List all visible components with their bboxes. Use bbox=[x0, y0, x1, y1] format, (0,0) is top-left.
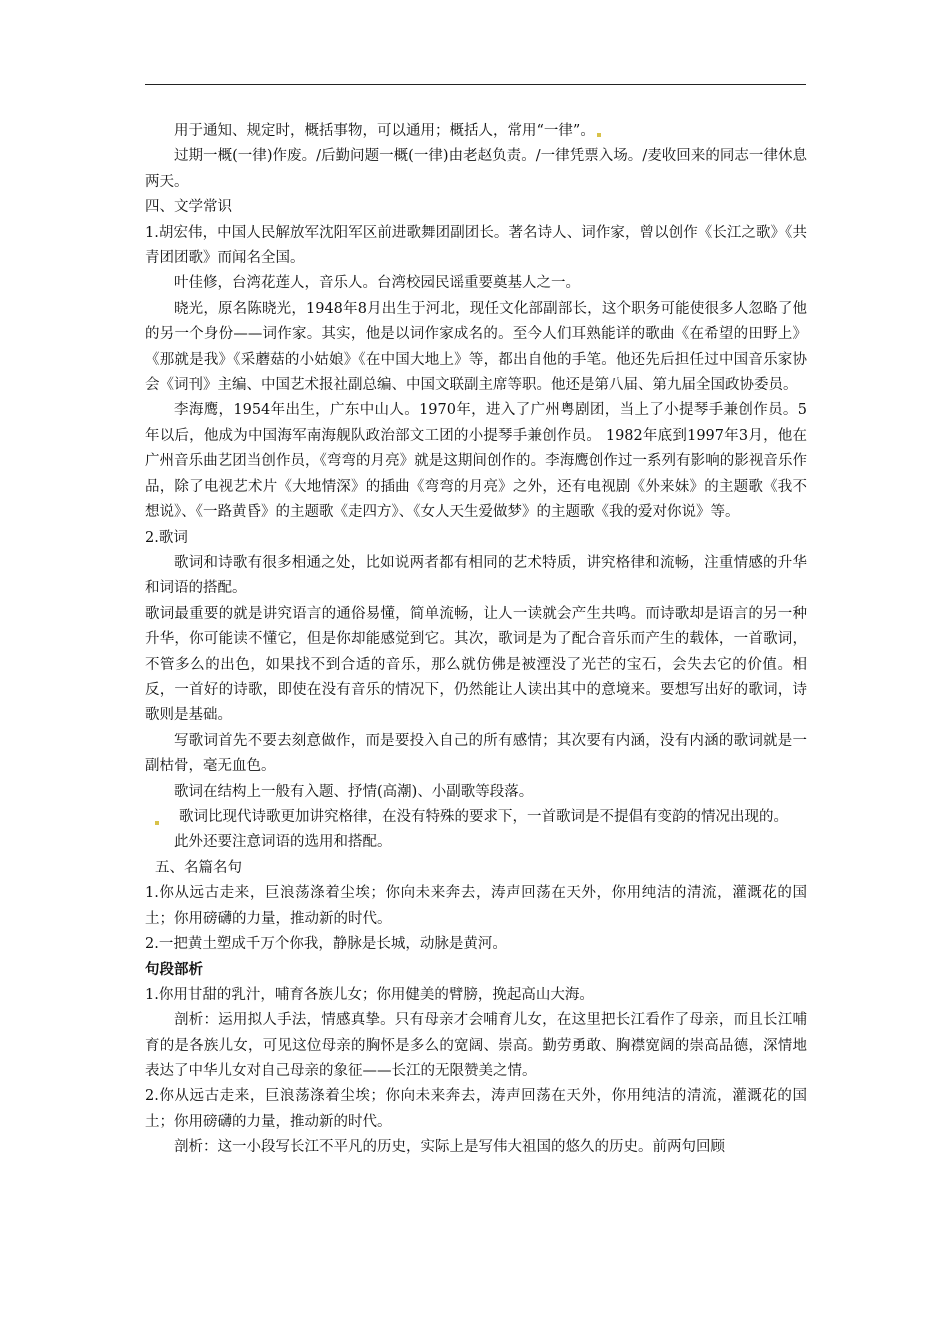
paragraph: 写歌词首先不要去刻意做作，而是要投入自己的所有感情；其次要有内涵，没有内涵的歌词就是一副枯骨，毫无血色。 bbox=[145, 732, 807, 775]
paragraph: 此外还要注意词语的选用和搭配。 bbox=[174, 834, 392, 851]
edit-mark-icon bbox=[597, 133, 601, 137]
paragraph bbox=[145, 805, 807, 830]
paragraph: 李海鹰，1954年出生，广东中山人。1970年，进入了广州粤剧团，当上了小提琴手兼创作员。5年以后，他成为中国海军南海舰队政治部文工团的小提琴手兼创作员。 1982年底到1997年3月，他在广州音乐曲艺团当创作员，《弯弯的月亮》就是这期间创作的。李海鹰创作过一系列有影响的影视音乐作品，除了电视艺术片《大地情深》的插曲《弯弯的月亮》之外，还有电视剧《外来妹》的主题歌《我不想说》、《一路黄昏》的主题歌《走四方》、《女人天生爱做梦》的主题歌《我的爱对你说》等。 bbox=[145, 402, 807, 521]
paragraph: 过期一概(一律)作废。/后勤问题一概(一律)由老赵负责。/一律凭票入场。/麦收回来的同志一律休息两天。 bbox=[145, 148, 807, 190]
paragraph: 歌词在结构上一般有入题、抒情(高潮)、小副歌等段落。 bbox=[174, 783, 534, 800]
document-body bbox=[145, 119, 807, 1161]
paragraph: 歌词最重要的就是讲究语言的通俗易懂，简单流畅，让人一读就会产生共鸣。而诗歌却是语言的另一种升华，你可能读不懂它，但是你却能感觉到它。其次，歌词是为了配合音乐而产生的载体，一首歌词，不管多么的出色，如果找不到合适的音乐，那么就仿佛是被湮没了光芒的宝石，会失去它的价值。相反，一首好的诗歌，即使在没有音乐的情况下，仍然能让人读出其中的意境来。要想写出好的歌词，诗歌则是基础。 bbox=[145, 605, 807, 724]
paragraph bbox=[145, 119, 807, 144]
paragraph: 剖析：这一小段写长江不平凡的历史，实际上是写伟大祖国的悠久的历史。前两句回顾 bbox=[174, 1139, 725, 1156]
edit-mark-icon bbox=[155, 821, 159, 825]
paragraph: 1.你从远古走来，巨浪荡涤着尘埃；你向未来奔去，涛声回荡在天外，你用纯洁的清流，灌溉花的国土；你用磅礴的力量，推动新的时代。 bbox=[145, 885, 807, 927]
subsection-heading: 2.歌词 bbox=[145, 529, 188, 546]
paragraph: 1.胡宏伟，中国人民解放军沈阳军区前进歌舞团副团长。著名诗人、词作家，曾以创作《长江之歌》《共青团团歌》而闻名全国。 bbox=[145, 224, 807, 267]
section-heading: 句段部析 bbox=[145, 961, 203, 979]
section-heading: 四、文学常识 bbox=[145, 199, 232, 216]
paragraph: 剖析：运用拟人手法，情感真挚。只有母亲才会哺育儿女，在这里把长江看作了母亲，而且长江哺育的是各族儿女，可见这位母亲的胸怀是多么的宽阔、崇高。勤劳勇敢、胸襟宽阔的崇高品德，深情地表达了中华儿女对自己母亲的象征——长江的无限赞美之情。 bbox=[145, 1012, 807, 1080]
paragraph-text: 歌词比现代诗歌更加讲究格律，在没有特殊的要求下，一首歌词是不提倡有变韵的情况出现的。 bbox=[179, 808, 788, 825]
paragraph: 叶佳修，台湾花莲人，音乐人。台湾校园民谣重要奠基人之一。 bbox=[174, 275, 580, 292]
paragraph-text: 用于通知、规定时，概括事物，可以通用；概括人，常用“一律”。 bbox=[174, 123, 595, 139]
paragraph: 2.你从远古走来，巨浪荡涤着尘埃；你向未来奔去，涛声回荡在天外，你用纯洁的清流，灌溉花的国土；你用磅礴的力量，推动新的时代。 bbox=[145, 1088, 807, 1130]
header-rule bbox=[145, 84, 806, 85]
paragraph: 歌词和诗歌有很多相通之处，比如说两者都有相同的艺术特质，讲究格律和流畅，注重情感的升华和词语的搭配。 bbox=[145, 554, 807, 597]
paragraph: 2.一把黄土塑成千万个你我，静脉是长城，动脉是黄河。 bbox=[145, 936, 507, 952]
paragraph: 晓光，原名陈晓光，1948年8月出生于河北，现任文化部副部长，这个职务可能使很多人忽略了他的另一个身份——词作家。其实，他是以词作家成名的。至今人们耳熟能详的歌曲《在希望的田野上》《那就是我》《采蘑菇的小姑娘》《在中国大地上》等，都出自他的手笔。他还先后担任过中国音乐家协会《词刊》主编、中国艺术报社副总编、中国文联副主席等职。他还是第八届、第九届全国政协委员。 bbox=[145, 300, 807, 394]
paragraph: 1.你用甘甜的乳汁，哺育各族儿女；你用健美的臂膀，挽起高山大海。 bbox=[145, 986, 594, 1003]
section-heading: 五、名篇名句 bbox=[155, 859, 242, 876]
